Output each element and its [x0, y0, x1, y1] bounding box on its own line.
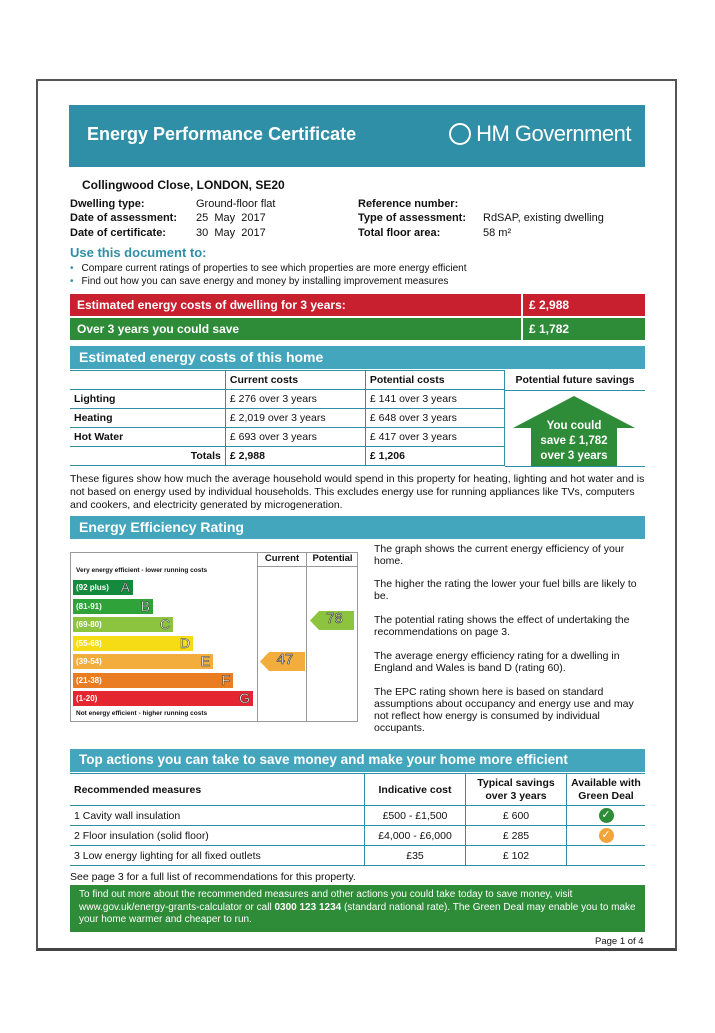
actions-heading: Top actions you can take to save money and make your home more efficient — [70, 749, 645, 772]
costs-note: These figures show how much the average household would spend in this property for heating, lighting and hot water and is not based on energy used by individual households. This excludes energy use for running appliances like TVs, computers and cookers, and electricity generated by microgeneration. — [70, 473, 645, 511]
eer-band-range: (1-20) — [76, 694, 98, 703]
eer-band-letter: G — [239, 690, 250, 706]
page-number: Page 1 of 4 — [595, 936, 644, 947]
divider — [257, 552, 258, 722]
info-box — [70, 885, 645, 932]
eer-band-range: (39-54) — [76, 657, 102, 666]
eer-band-letter: A — [120, 579, 130, 595]
dwelling-type-label: Dwelling type: — [70, 198, 145, 210]
table-row: Heating £ 2,019 over 3 years £ 648 over 3 years — [70, 409, 505, 428]
col-potential: Potential costs — [365, 371, 504, 390]
potential-rating: 78 — [326, 610, 343, 627]
eer-band-range: (55-68) — [76, 638, 102, 648]
eer-band-b — [73, 599, 153, 614]
eer-band-range: (69-80) — [76, 620, 102, 629]
certificate-title: Energy Performance Certificate — [87, 124, 357, 144]
col-current: Current costs — [225, 371, 365, 390]
reference-label: Reference number: — [358, 198, 459, 210]
use-heading: Use this document to: — [70, 245, 207, 260]
use-bullet: • Compare current ratings of properties to see which properties are more energy efficient — [70, 263, 467, 274]
eer-band-letter: C — [159, 616, 170, 632]
certificate-header — [69, 105, 645, 167]
assessment-type-label: Type of assessment: — [358, 212, 467, 224]
divider — [505, 466, 645, 467]
table-row: Hot Water £ 693 over 3 years £ 417 over 3 years — [70, 428, 505, 447]
table-row: 2 Floor insulation (solid floor) £4,000 - £6,000 £ 285 ✓ — [70, 826, 645, 846]
eer-band-letter: D — [179, 634, 190, 651]
certificate-date-value: 30 May 2017 — [196, 227, 266, 239]
floor-area-value: 58 m² — [483, 227, 512, 239]
eer-band-a — [73, 580, 133, 595]
eer-band-letter: B — [140, 597, 150, 614]
eer-paragraph: The average energy efficiency rating for a dwelling in England and Wales is band D (rating 60). — [374, 650, 620, 674]
col-future-savings: Potential future savings — [505, 370, 645, 391]
eer-band-g — [73, 691, 253, 706]
crest-icon — [449, 123, 471, 145]
eer-band-d — [73, 636, 193, 651]
actions-table: Recommended measures Indicative cost Typical savings over 3 years Available with Green Deal 1 Cavity wall insulation £500 - £1,500 £ 600 ✓ 2 Floor insulation (solid floor) £4,000 - £6,000 £ 285 ✓ 3 Low energy lighting for all fixed outlets £35 £ 102 — [70, 773, 645, 866]
eer-col-current: Current — [264, 553, 300, 564]
eer-heading: Energy Efficiency Rating — [70, 516, 645, 539]
info-text: To find out more about the recommended measures and other actions you could take today to save money, visit www.gov.uk/energy-grants-calculator or call 0300 123 1234 (standard national rate). The Green Deal may enable you to make your home warmer and cheaper to run. — [79, 889, 636, 925]
estimated-cost-bar: Estimated energy costs of dwelling for 3 years: £ 2,988 — [70, 294, 645, 316]
eer-band-range: (92 plus) — [76, 583, 109, 592]
savings-bar: Over 3 years you could save £ 1,782 — [70, 318, 645, 340]
eer-band-e — [73, 654, 213, 669]
property-address: Collingwood Close, LONDON, SE20 — [82, 178, 285, 192]
eer-band-range: (21-38) — [76, 675, 102, 685]
eer-top-label: Very energy efficient - lower running costs — [76, 567, 208, 574]
eer-paragraph: The EPC rating shown here is based on standard assumptions about occupancy and energy use and may not reflect how energy is consumed by individual occupants. — [374, 686, 634, 734]
hm-government-logo — [449, 121, 631, 147]
costs-heading: Estimated energy costs of this home — [70, 346, 645, 369]
eer-band-letter: E — [200, 653, 210, 669]
assessment-type-value: RdSAP, existing dwelling — [483, 212, 604, 224]
eer-bottom-label: Not energy efficient - higher running costs — [76, 710, 208, 717]
eer-paragraph: The higher the rating the lower your fuel bills are likely to be. — [374, 578, 637, 602]
check-green-icon: ✓ — [599, 808, 614, 823]
eer-paragraph: The potential rating shows the effect of undertaking the recommendations on page 3. — [374, 614, 630, 638]
eer-band-f — [73, 673, 233, 688]
eer-col-potential: Potential — [312, 553, 353, 564]
floor-area-label: Total floor area: — [358, 227, 441, 239]
table-row: 1 Cavity wall insulation £500 - £1,500 £ 600 ✓ — [70, 806, 645, 826]
eer-band-range: (81-91) — [76, 601, 102, 611]
table-row: Lighting £ 276 over 3 years £ 141 over 3 years — [70, 390, 505, 409]
savings-arrow-text: You could save £ 1,782 over 3 years — [540, 420, 608, 462]
dwelling-type-value: Ground-floor flat — [196, 198, 276, 210]
table-row: 3 Low energy lighting for all fixed outlets £35 £ 102 — [70, 846, 645, 866]
eer-band-c — [73, 617, 173, 632]
eer-paragraph: The graph shows the current energy efficiency of your home. — [374, 543, 625, 567]
eer-band-letter: F — [221, 671, 230, 688]
divider — [306, 552, 307, 722]
totals-row: Totals £ 2,988 £ 1,206 — [70, 447, 505, 466]
assessment-date-label: Date of assessment: — [70, 212, 177, 224]
assessment-date-value: 25 May 2017 — [196, 212, 266, 224]
use-bullet: • Find out how you can save energy and money by installing improvement measures — [70, 276, 449, 287]
gov-label: HM Government — [476, 121, 631, 146]
costs-table — [70, 370, 505, 466]
current-rating: 47 — [276, 651, 294, 668]
see-page-note: See page 3 for a full list of recommendations for this property. — [70, 871, 356, 883]
certificate-date-label: Date of certificate: — [70, 227, 166, 239]
check-orange-icon: ✓ — [599, 828, 614, 843]
